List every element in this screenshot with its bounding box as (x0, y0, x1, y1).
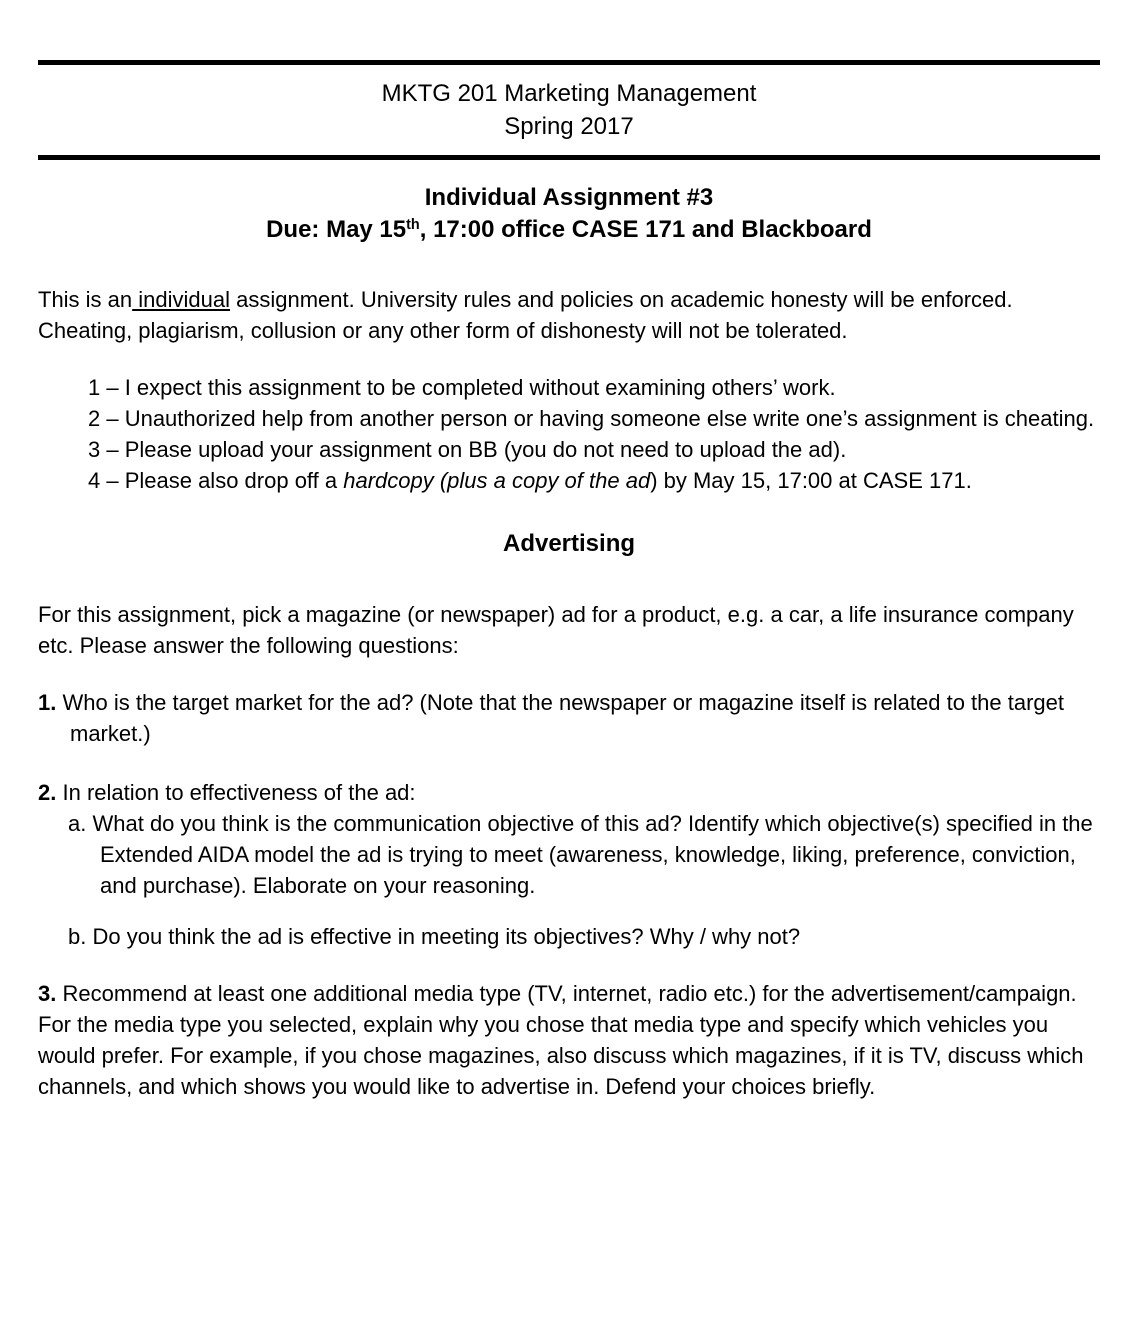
question-2-stem (38, 777, 1100, 808)
assignment-title: Individual Assignment #3 (424, 184, 714, 211)
rule-4-italic-text: hardcopy (plus a copy of the ad (343, 468, 651, 493)
intro-text-start: This is an (38, 287, 133, 312)
subquestion-a-letter: a. (68, 811, 87, 836)
due-prefix: Due: May 15 (266, 216, 407, 243)
document-header (38, 77, 1100, 143)
subquestion-b (38, 921, 1100, 952)
top-rule (38, 60, 1100, 65)
rule-4-text-start: 4 – Please also drop off a (88, 468, 344, 493)
divider-rule (38, 155, 1100, 160)
question-2-text: In relation to effectiveness of the ad: (62, 780, 416, 805)
question-1 (38, 687, 1100, 749)
question-2-number: 2. (38, 780, 57, 805)
document-page (0, 60, 1136, 1340)
rules-list (38, 372, 1100, 496)
subquestion-a (38, 808, 1100, 901)
semester: Spring 2017 (504, 113, 634, 140)
question-2 (38, 777, 1100, 952)
section-heading: Advertising (502, 530, 636, 557)
intro-underlined-word: individual (132, 287, 230, 312)
rule-item-3: 3 – Please upload your assignment on BB (you do not need to upload the ad). (88, 437, 847, 462)
due-suffix: , 17:00 office CASE 171 and Blackboard (419, 216, 872, 243)
subquestion-b-text: Do you think the ad is effective in meeting its objectives? Why / why not? (92, 924, 801, 949)
assignment-heading (38, 182, 1100, 246)
rule-item-1: 1 – I expect this assignment to be completed without examining others’ work. (88, 375, 836, 400)
question-3-number: 3. (38, 981, 57, 1006)
rule-item-2: 2 – Unauthorized help from another person or having someone else write one’s assignment is cheating. (88, 406, 1095, 431)
subquestion-a-text: What do you think is the communication objective of this ad? Identify which objective(s) specified in the Extended AIDA model the ad is trying to meet (awareness, knowledge, liking, preference, conviction, and purchase). Elaborate on your reasoning. (92, 811, 1093, 898)
question-1-number: 1. (38, 690, 57, 715)
subquestion-b-letter: b. (68, 924, 87, 949)
due-line (38, 214, 1100, 246)
course-title: MKTG 201 Marketing Management (381, 80, 757, 107)
question-3-text: Recommend at least one additional media type (TV, internet, radio etc.) for the advertisement/campaign. For the media type you selected, explain why you chose that media type and specify which vehicles you would prefer. For example, if you chose magazines, also discuss which magazines, if it is TV, discuss which channels, and which shows you would like to advertise in. Defend your choices briefly. (38, 981, 1084, 1099)
due-ordinal-superscript: th (406, 217, 420, 234)
section-intro-paragraph: For this assignment, pick a magazine (or newspaper) ad for a product, e.g. a car, a life insurance company etc. Please answer the following questions: (38, 602, 1074, 658)
question-1-text: Who is the target market for the ad? (Note that the newspaper or magazine itself is related to the target market.) (62, 690, 1065, 746)
rule-item-4 (38, 465, 1100, 496)
intro-paragraph (38, 284, 1100, 346)
intro-text-end: assignment. University rules and policies on academic honesty will be enforced. Cheating, plagiarism, collusion or any other form of dishonesty will not be tolerated. (38, 287, 1013, 343)
question-3 (38, 978, 1100, 1102)
rule-4-text-end: ) by May 15, 17:00 at CASE 171. (650, 468, 972, 493)
